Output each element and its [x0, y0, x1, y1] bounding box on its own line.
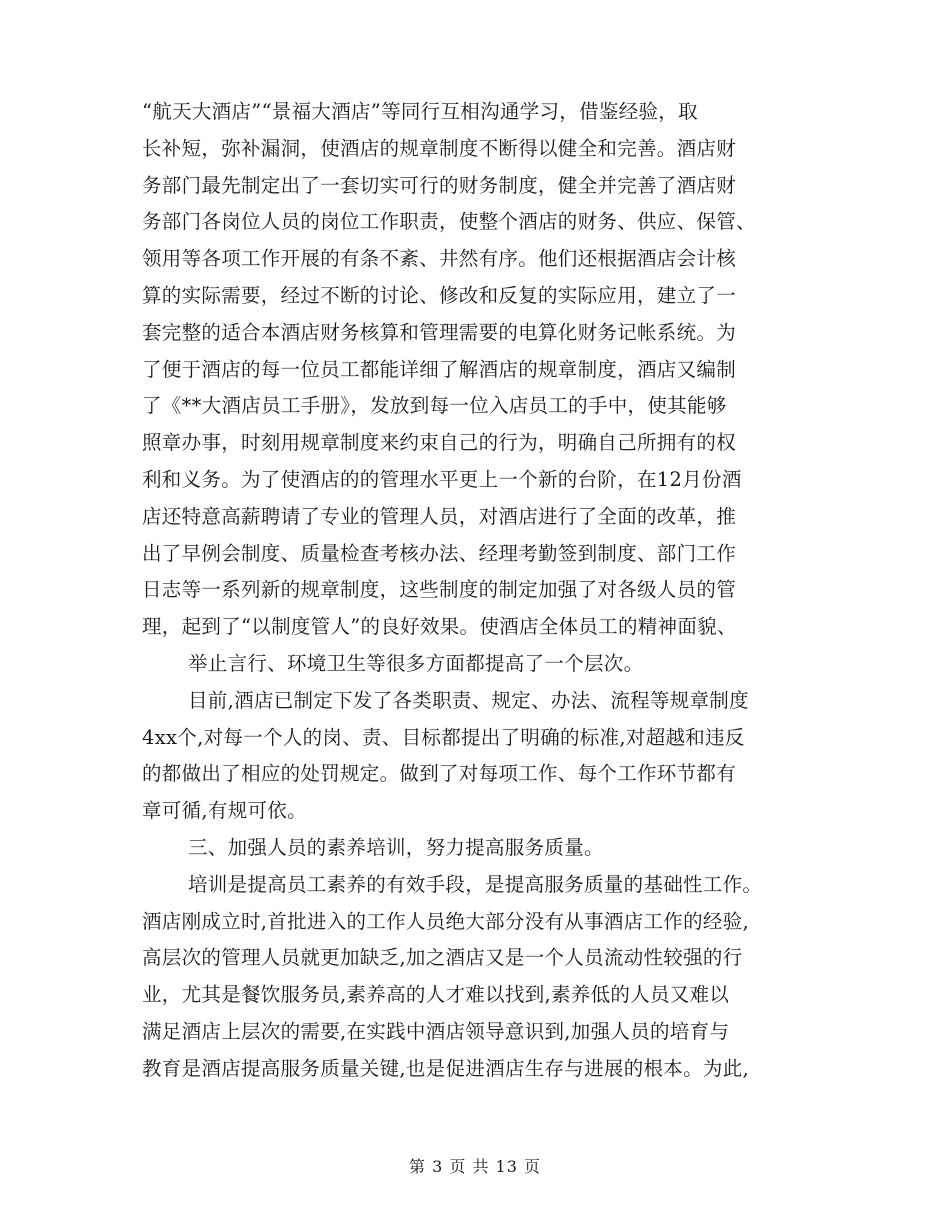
text-line: 章可循,有规可依。 — [142, 799, 307, 823]
text-line: 算的实际需要，经过不断的讨论、修改和反复的实际应用，建立了一 — [142, 283, 737, 307]
text-line: 教育是酒店提高服务质量关键,也是促进酒店生存与进展的根本。为此, — [142, 1056, 749, 1080]
text-line: 照章办事，时刻用规章制度来约束自己的行为，明确自己所拥有的权 — [142, 431, 737, 455]
text-line: 业，尤其是餐饮服务员,素养高的人才难以找到,素养低的人员又难以 — [142, 983, 730, 1007]
text-line: 长补短，弥补漏洞，使酒店的规章制度不断得以健全和完善。酒店财 — [142, 136, 737, 160]
text-line: 出了早例会制度、质量检查考核办法、经理考勤签到制度、部门工作 — [142, 541, 737, 565]
text-line: 满足酒店上层次的需要,在实践中酒店领导意识到,加强人员的培育与 — [142, 1019, 730, 1043]
text-line: 4xx个,对每一个人的岗、责、目标都提出了明确的标准,对超越和违反 — [142, 725, 745, 749]
text-line: 店还特意高薪聘请了专业的管理人员，对酒店进行了全面的改革，推 — [142, 504, 737, 528]
text-line: 酒店刚成立时,首批进入的工作人员绝大部分没有从事酒店工作的经验, — [142, 909, 749, 933]
text-line: 套完整的适合本酒店财务核算和管理需要的电算化财务记帐系统。为 — [142, 320, 737, 344]
paragraph-start-line: 培训是提高员工素养的有效手段，是提高服务质量的基础性工作。 — [188, 872, 763, 896]
text-line: “航天大酒店”“景福大酒店”等同行互相沟通学习，借鉴经验，取 — [142, 100, 698, 123]
text-line: 利和义务。为了使酒店的的管理水平更上一个新的台阶，在12月份酒 — [142, 467, 742, 491]
text-line: 务部门最先制定出了一套切实可行的财务制度，健全并完善了酒店财 — [142, 173, 737, 197]
text-line: 了《**大酒店员工手册》，发放到每一位入店员工的手中，使其能够 — [142, 394, 727, 418]
text-line: 领用等各项工作开展的有条不紊、井然有序。他们还根据酒店会计核 — [142, 247, 737, 271]
document-body — [142, 94, 822, 1088]
text-line: 务部门各岗位人员的岗位工作职责，使整个酒店的财务、供应、保管、 — [142, 210, 756, 234]
text-line: 高层次的管理人员就更加缺乏,加之酒店又是一个人员流动性较强的行 — [142, 946, 743, 970]
text-line: 日志等一系列新的规章制度，这些制度的制定加强了对各级人员的管 — [142, 578, 737, 602]
paragraph-start-line: 目前,酒店已制定下发了各类职责、规定、办法、流程等规章制度 — [188, 688, 749, 712]
text-line: 了便于酒店的每一位员工都能详细了解酒店的规章制度，酒店又编制 — [142, 357, 737, 381]
section-heading: 三、加强人员的素养培训，努力提高服务质量。 — [188, 835, 604, 859]
page-footer: 第 3 页 共 13 页 — [409, 1157, 541, 1176]
text-line: 举止言行、环境卫生等很多方面都提高了一个层次。 — [188, 651, 644, 675]
text-line: 理，起到了“以制度管人”的良好效果。使酒店全体员工的精神面貌、 — [142, 615, 737, 639]
text-line: 的都做出了相应的处罚规定。做到了对每项工作、每个工作环节都有 — [142, 762, 737, 786]
